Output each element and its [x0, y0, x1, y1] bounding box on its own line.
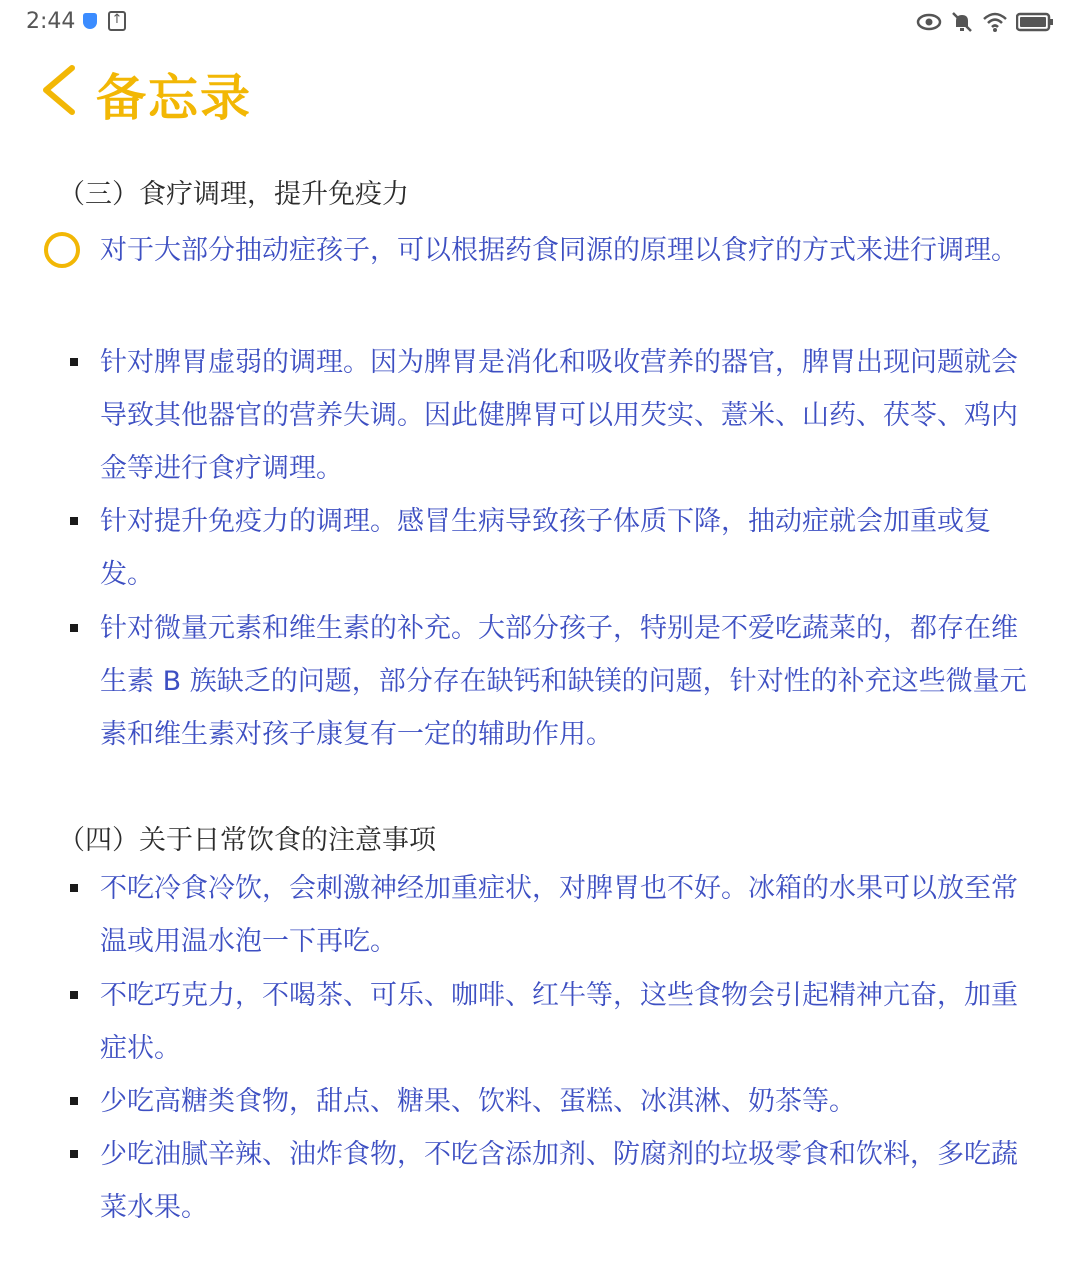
list-item: 少吃高糖类食物，甜点、糖果、饮料、蛋糕、冰淇淋、奶茶等。 [100, 1086, 856, 1117]
bullet-icon [70, 624, 78, 632]
list-item: 针对微量元素和维生素的补充。大部分孩子，特别是不爱吃蔬菜的，都存在维生素 B 族缺乏的问题，部分存在缺钙和缺镁的问题，针对性的补充这些微量元素和维生素对孩子康复有一定的辅助作用。 [100, 613, 1027, 750]
list-item: 少吃油腻辛辣、油炸食物，不吃含添加剂、防腐剂的垃圾零食和饮料，多吃蔬菜水果。 [100, 1139, 1018, 1223]
bullet-icon [70, 358, 78, 366]
bullet-icon [70, 991, 78, 999]
page-title[interactable]: 备忘录 [96, 69, 252, 127]
list-item: 不吃冷食冷饮，会刺激神经加重症状，对脾胃也不好。冰箱的水果可以放至常温或用温水泡一下再吃。 [100, 873, 1018, 957]
bullet-icon [70, 1150, 78, 1158]
bell-muted-icon [950, 10, 974, 34]
status-icons [916, 10, 1054, 34]
bullet-icon [70, 517, 78, 525]
bullet-icon [70, 884, 78, 892]
status-time: 2:44 [26, 9, 76, 34]
wifi-icon [982, 11, 1008, 33]
list-item: 针对脾胃虚弱的调理。因为脾胃是消化和吸收营养的器官，脾胃出现问题就会导致其他器官的营养失调。因此健脾胃可以用芡实、薏米、山药、茯苓、鸡内金等进行食疗调理。 [100, 347, 1018, 484]
security-shield-icon [83, 13, 97, 29]
section-heading: （三）食疗调理，提升免疫力 [58, 179, 409, 210]
battery-icon [1016, 12, 1054, 32]
list-item: 不吃巧克力，不喝茶、可乐、咖啡、红牛等，这些食物会引起精神亢奋，加重症状。 [100, 980, 1018, 1064]
list-item: 针对提升免疫力的调理。感冒生病导致孩子体质下降，抽动症就会加重或复发。 [100, 506, 991, 590]
bullet-icon [70, 1097, 78, 1105]
section-heading: （四）关于日常饮食的注意事项 [58, 825, 436, 856]
todo-item-text: 对于大部分抽动症孩子，可以根据药食同源的原理以食疗的方式来进行调理。 [100, 235, 1018, 266]
upload-notification-icon: ↑ [108, 11, 126, 31]
todo-circle-icon[interactable] [44, 232, 80, 268]
chevron-left-icon[interactable] [38, 62, 82, 118]
nav-bar [0, 52, 1080, 128]
eye-icon [916, 12, 942, 32]
status-bar [0, 0, 1080, 44]
